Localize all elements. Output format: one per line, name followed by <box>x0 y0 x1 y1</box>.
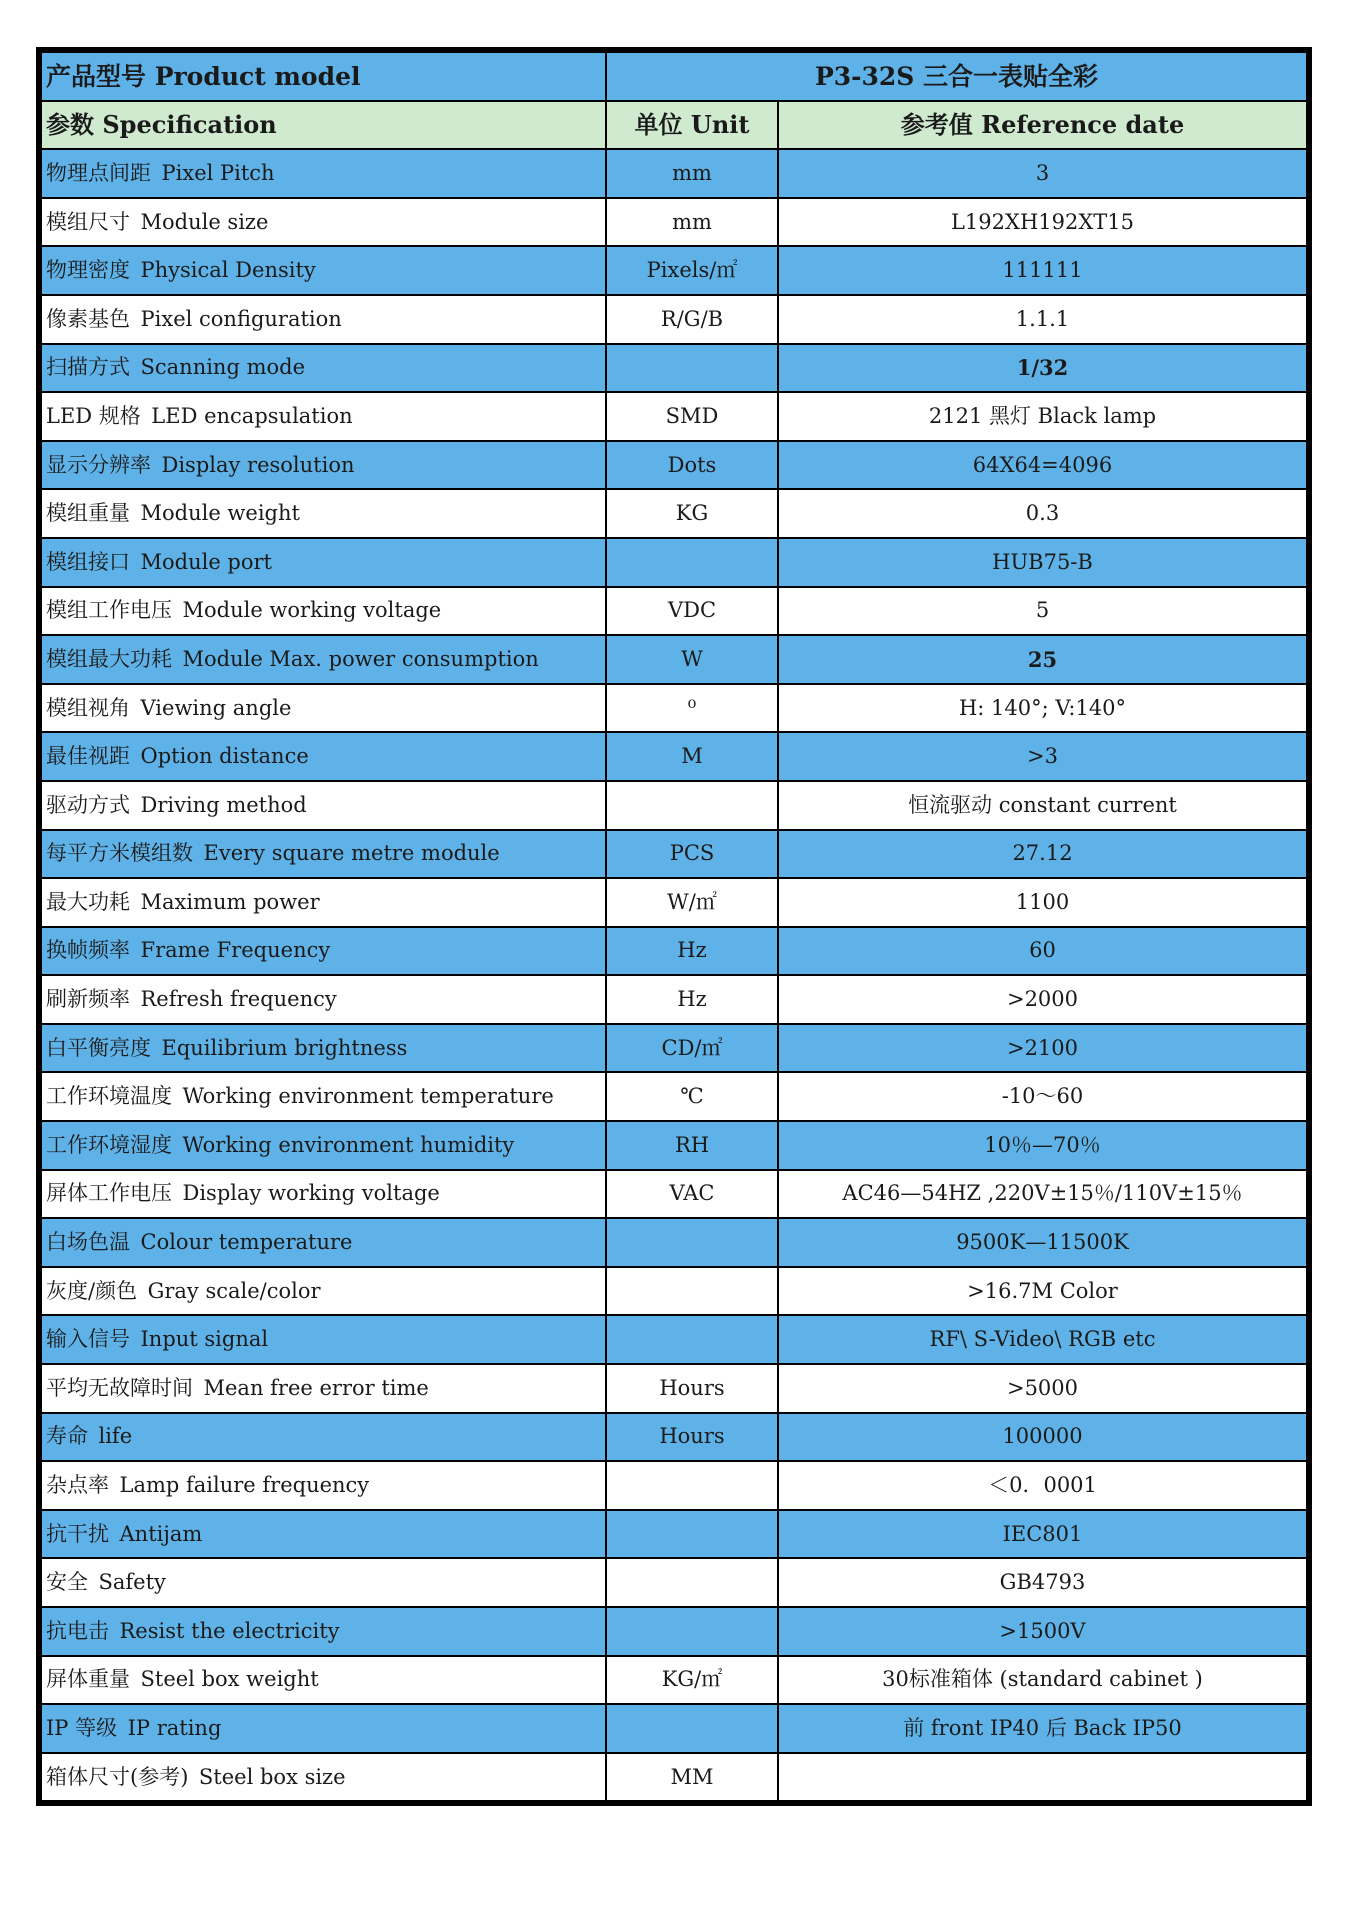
spec-name-en: Steel box weight <box>140 1667 319 1692</box>
reference-value-cell: 3 <box>778 149 1307 198</box>
unit-cell: VAC <box>606 1170 778 1219</box>
table-row <box>41 1558 1307 1607</box>
table-row <box>41 295 1307 344</box>
table-row <box>41 198 1307 247</box>
spec-sheet <box>36 47 1312 1806</box>
spec-name-en: Scanning mode <box>140 355 306 380</box>
spec-name-en: Working environment humidity <box>182 1132 515 1157</box>
spec-name-en: Steel box size <box>198 1764 346 1789</box>
spec-name-cn: 白场色温 <box>46 1230 130 1255</box>
reference-value-cell: 10％—70％ <box>778 1121 1307 1170</box>
unit-cell: PCS <box>606 830 778 879</box>
unit-cell: W/㎡ <box>606 878 778 927</box>
unit-cell: ⁰ <box>606 684 778 733</box>
spec-name-cn: 模组尺寸 <box>46 209 130 234</box>
spec-name-cn: 寿命 <box>46 1424 88 1449</box>
spec-name-en: Viewing angle <box>140 695 292 720</box>
unit-cell: CD/㎡ <box>606 1024 778 1073</box>
spec-name-cn: 模组视角 <box>46 695 130 720</box>
unit-cell: RH <box>606 1121 778 1170</box>
unit-cell: M <box>606 732 778 781</box>
product-model-value: P3-32S 三合一表贴全彩 <box>606 52 1307 101</box>
unit-cell <box>606 1510 778 1559</box>
spec-name-cn: 驱动方式 <box>46 792 130 817</box>
unit-cell: ℃ <box>606 1072 778 1121</box>
spec-name-cell <box>41 392 606 441</box>
table-row <box>41 441 1307 490</box>
reference-value-cell: 27.12 <box>778 830 1307 879</box>
table-row <box>41 975 1307 1024</box>
table-row <box>41 1072 1307 1121</box>
spec-name-en: IP rating <box>127 1715 222 1740</box>
spec-name-cn: 模组接口 <box>46 549 130 574</box>
spec-name-cn: 杂点率 <box>46 1473 109 1498</box>
table-row <box>41 1607 1307 1656</box>
unit-cell: KG/㎡ <box>606 1656 778 1705</box>
spec-name-en: Module Max. power consumption <box>182 646 539 671</box>
unit-cell: MM <box>606 1753 778 1802</box>
table-row <box>41 1461 1307 1510</box>
spec-name-en: Every square metre module <box>203 841 500 866</box>
spec-name-cn: 每平方米模组数 <box>46 841 193 866</box>
spec-name-cell <box>41 684 606 733</box>
product-model-row <box>41 52 1307 101</box>
header-reference-value: 参考值 Reference date <box>778 101 1307 150</box>
reference-value-cell: >2100 <box>778 1024 1307 1073</box>
spec-name-cn: 扫描方式 <box>46 355 130 380</box>
spec-table-body <box>41 52 1307 1801</box>
header-unit: 单位 Unit <box>606 101 778 150</box>
spec-name-cell <box>41 1753 606 1802</box>
unit-cell: Hours <box>606 1413 778 1462</box>
spec-name-cell <box>41 1461 606 1510</box>
spec-name-en: Resist the electricity <box>119 1618 340 1643</box>
spec-name-cell <box>41 1121 606 1170</box>
reference-value-cell: 1100 <box>778 878 1307 927</box>
spec-name-cell <box>41 1510 606 1559</box>
reference-value-cell: L192XH192XT15 <box>778 198 1307 247</box>
reference-value-cell: >1500V <box>778 1607 1307 1656</box>
spec-name-cell <box>41 781 606 830</box>
spec-name-en: Module working voltage <box>182 598 442 623</box>
spec-name-en: Antijam <box>119 1521 203 1546</box>
table-row <box>41 635 1307 684</box>
unit-cell: Hz <box>606 975 778 1024</box>
spec-name-cell <box>41 1315 606 1364</box>
spec-name-cell <box>41 441 606 490</box>
spec-name-cell <box>41 1704 606 1753</box>
spec-name-en: Mean free error time <box>203 1375 429 1400</box>
reference-value-cell: >5000 <box>778 1364 1307 1413</box>
unit-cell: KG <box>606 489 778 538</box>
reference-value-cell: ＜0．0001 <box>778 1461 1307 1510</box>
unit-cell: SMD <box>606 392 778 441</box>
spec-name-cell <box>41 295 606 344</box>
table-row <box>41 1121 1307 1170</box>
spec-name-cell <box>41 635 606 684</box>
unit-cell: Pixels/㎡ <box>606 246 778 295</box>
table-row <box>41 1413 1307 1462</box>
spec-name-en: LED encapsulation <box>151 403 353 428</box>
spec-name-en: Input signal <box>140 1327 269 1352</box>
spec-name-cell <box>41 1170 606 1219</box>
table-row <box>41 392 1307 441</box>
unit-cell <box>606 1218 778 1267</box>
table-row <box>41 149 1307 198</box>
spec-name-cn: 显示分辨率 <box>46 452 151 477</box>
spec-table <box>40 51 1308 1802</box>
spec-name-cn: 模组工作电压 <box>46 598 172 623</box>
spec-name-en: Pixel Pitch <box>161 160 275 185</box>
reference-value-cell: >16.7M Color <box>778 1267 1307 1316</box>
spec-name-cn: 模组最大功耗 <box>46 646 172 671</box>
spec-name-cn: 输入信号 <box>46 1327 130 1352</box>
reference-value-cell: RF\ S-Video\ RGB etc <box>778 1315 1307 1364</box>
spec-name-cn: 工作环境温度 <box>46 1084 172 1109</box>
reference-value-cell: 恒流驱动 constant current <box>778 781 1307 830</box>
table-row <box>41 927 1307 976</box>
table-row <box>41 1364 1307 1413</box>
unit-cell <box>606 1461 778 1510</box>
spec-name-cell <box>41 1218 606 1267</box>
spec-name-cn: 模组重量 <box>46 501 130 526</box>
spec-name-cn: 换帧频率 <box>46 938 130 963</box>
spec-name-cell <box>41 1558 606 1607</box>
spec-name-cell <box>41 1413 606 1462</box>
spec-name-en: Option distance <box>140 744 309 769</box>
spec-name-cell <box>41 344 606 393</box>
spec-name-en: Safety <box>98 1570 166 1595</box>
product-model-label: 产品型号 Product model <box>41 52 606 101</box>
spec-name-cn: 抗电击 <box>46 1618 109 1643</box>
spec-name-en: Module weight <box>140 501 300 526</box>
reference-value-cell: 30标准箱体 (standard cabinet ) <box>778 1656 1307 1705</box>
table-row <box>41 246 1307 295</box>
spec-name-cell <box>41 1024 606 1073</box>
spec-name-cn: 平均无故障时间 <box>46 1375 193 1400</box>
reference-value-cell: 5 <box>778 587 1307 636</box>
spec-name-en: Module size <box>140 209 269 234</box>
reference-value-cell: H: 140°; V:140° <box>778 684 1307 733</box>
spec-name-cn: 箱体尺寸(参考) <box>46 1764 189 1789</box>
spec-name-cn: 工作环境湿度 <box>46 1132 172 1157</box>
unit-cell: R/G/B <box>606 295 778 344</box>
unit-cell <box>606 1315 778 1364</box>
spec-name-en: Maximum power <box>140 889 320 914</box>
reference-value-cell: 0.3 <box>778 489 1307 538</box>
table-row <box>41 1656 1307 1705</box>
unit-cell <box>606 538 778 587</box>
spec-name-cell <box>41 489 606 538</box>
spec-name-cn: IP 等级 <box>46 1715 118 1740</box>
spec-name-cn: 屏体重量 <box>46 1667 130 1692</box>
reference-value-cell: 64X64=4096 <box>778 441 1307 490</box>
unit-cell <box>606 1267 778 1316</box>
spec-name-cell <box>41 830 606 879</box>
spec-name-cn: LED 规格 <box>46 403 141 428</box>
spec-name-cell <box>41 587 606 636</box>
unit-cell: mm <box>606 198 778 247</box>
spec-name-cell <box>41 1607 606 1656</box>
spec-name-cn: 像素基色 <box>46 306 130 331</box>
table-row <box>41 1267 1307 1316</box>
spec-name-cn: 物理点间距 <box>46 160 151 185</box>
spec-name-en: Frame Frequency <box>140 938 331 963</box>
spec-name-cell <box>41 1267 606 1316</box>
spec-name-en: Working environment temperature <box>182 1084 554 1109</box>
spec-name-en: Driving method <box>140 792 307 817</box>
unit-cell: mm <box>606 149 778 198</box>
spec-name-cn: 物理密度 <box>46 258 130 283</box>
unit-cell: Hz <box>606 927 778 976</box>
spec-name-en: Module port <box>140 549 272 574</box>
reference-value-cell: GB4793 <box>778 1558 1307 1607</box>
table-row <box>41 1704 1307 1753</box>
reference-value-cell: >2000 <box>778 975 1307 1024</box>
spec-name-cell <box>41 1364 606 1413</box>
table-row <box>41 830 1307 879</box>
table-row <box>41 1315 1307 1364</box>
table-row <box>41 732 1307 781</box>
reference-value-cell: IEC801 <box>778 1510 1307 1559</box>
spec-name-cell <box>41 149 606 198</box>
unit-cell: Dots <box>606 441 778 490</box>
table-row <box>41 684 1307 733</box>
spec-name-cell <box>41 1072 606 1121</box>
spec-name-en: Colour temperature <box>140 1230 353 1255</box>
spec-name-en: Refresh frequency <box>140 987 337 1012</box>
header-specification: 参数 Specification <box>41 101 606 150</box>
spec-name-en: Equilibrium brightness <box>161 1035 408 1060</box>
table-row <box>41 781 1307 830</box>
spec-name-cell <box>41 198 606 247</box>
table-header-row <box>41 101 1307 150</box>
unit-cell: W <box>606 635 778 684</box>
unit-cell <box>606 1607 778 1656</box>
reference-value-cell: 60 <box>778 927 1307 976</box>
unit-cell <box>606 344 778 393</box>
reference-value-cell: 111111 <box>778 246 1307 295</box>
reference-value-cell: 25 <box>778 635 1307 684</box>
table-row <box>41 344 1307 393</box>
unit-cell <box>606 781 778 830</box>
spec-name-cn: 抗干扰 <box>46 1521 109 1546</box>
spec-name-en: Gray scale/color <box>147 1278 321 1303</box>
spec-name-cell <box>41 732 606 781</box>
reference-value-cell: 前 front IP40 后 Back IP50 <box>778 1704 1307 1753</box>
table-row <box>41 587 1307 636</box>
spec-name-cn: 屏体工作电压 <box>46 1181 172 1206</box>
spec-name-cn: 刷新频率 <box>46 987 130 1012</box>
reference-value-cell: AC46—54HZ ,220V±15％/110V±15％ <box>778 1170 1307 1219</box>
spec-name-en: Display resolution <box>161 452 355 477</box>
spec-name-cell <box>41 975 606 1024</box>
spec-name-cn: 安全 <box>46 1570 88 1595</box>
reference-value-cell: >3 <box>778 732 1307 781</box>
table-row <box>41 1024 1307 1073</box>
spec-name-cell <box>41 927 606 976</box>
reference-value-cell: 1.1.1 <box>778 295 1307 344</box>
reference-value-cell: HUB75-B <box>778 538 1307 587</box>
spec-name-en: life <box>98 1424 133 1449</box>
unit-cell: Hours <box>606 1364 778 1413</box>
spec-name-cn: 灰度/颜色 <box>46 1278 138 1303</box>
spec-name-en: Physical Density <box>140 258 316 283</box>
spec-name-cn: 最大功耗 <box>46 889 130 914</box>
unit-cell <box>606 1558 778 1607</box>
reference-value-cell: -10～60 <box>778 1072 1307 1121</box>
spec-name-cell <box>41 538 606 587</box>
spec-name-en: Pixel configuration <box>140 306 342 331</box>
table-row <box>41 1753 1307 1802</box>
reference-value-cell: 2121 黑灯 Black lamp <box>778 392 1307 441</box>
spec-name-cn: 最佳视距 <box>46 744 130 769</box>
spec-name-cell <box>41 246 606 295</box>
table-row <box>41 1510 1307 1559</box>
spec-name-cell <box>41 1656 606 1705</box>
spec-name-en: Lamp failure frequency <box>119 1473 370 1498</box>
spec-name-cn: 白平衡亮度 <box>46 1035 151 1060</box>
table-row <box>41 489 1307 538</box>
unit-cell: VDC <box>606 587 778 636</box>
table-row <box>41 1218 1307 1267</box>
reference-value-cell: 1/32 <box>778 344 1307 393</box>
table-row <box>41 538 1307 587</box>
unit-cell <box>606 1704 778 1753</box>
reference-value-cell <box>778 1753 1307 1802</box>
reference-value-cell: 9500K—11500K <box>778 1218 1307 1267</box>
table-row <box>41 878 1307 927</box>
spec-name-cell <box>41 878 606 927</box>
table-row <box>41 1170 1307 1219</box>
spec-name-en: Display working voltage <box>182 1181 440 1206</box>
reference-value-cell: 100000 <box>778 1413 1307 1462</box>
